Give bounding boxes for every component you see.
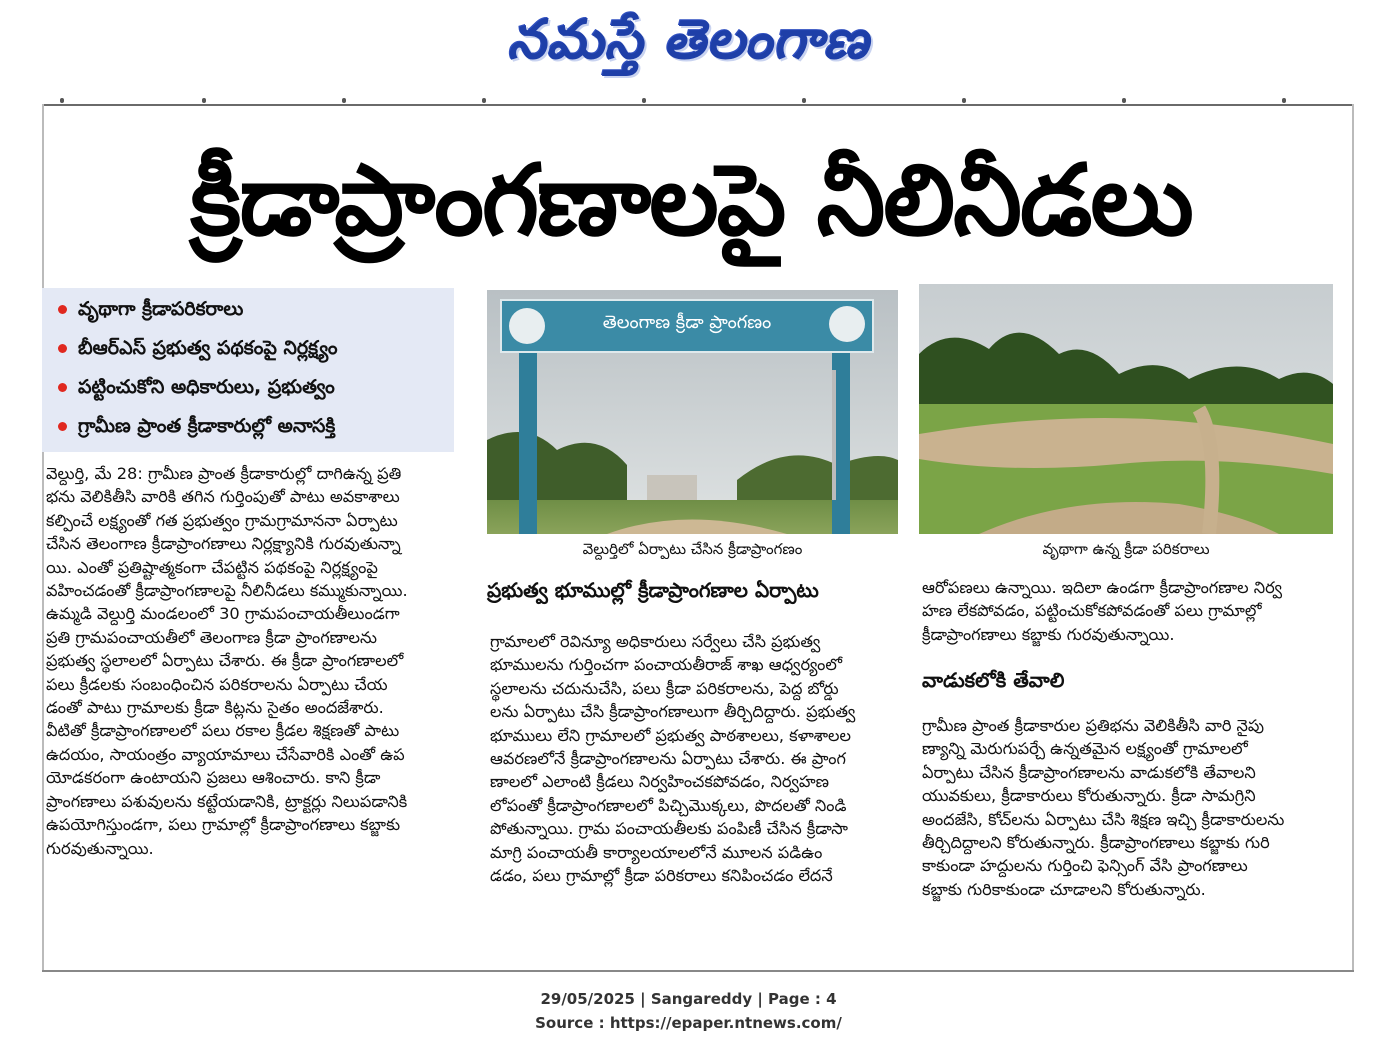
article-line: ఏర్పాటు చేసిన క్రీడాప్రాంగణాలను వాడుకలోకి తేవాలని <box>922 762 1256 782</box>
photo-caption-1: వెల్దుర్తిలో ఏర్పాటు చేసిన క్రీడాప్రాంగణం <box>582 540 803 558</box>
right-border <box>1352 104 1354 970</box>
article-line: యోడకరంగా ఉంటాయని ప్రజలు ఆశించారు. కాని క్రీడా <box>46 768 381 788</box>
article-line: డంతో పాటు గ్రామాలకు క్రీడా కిట్లను సైతం అందజేశారు. <box>46 698 384 718</box>
article-line: కల్పించే లక్ష్యంతో గత ప్రభుత్వం గ్రామగ్రామాననా ఏర్పాటు <box>46 510 398 530</box>
highlight-item <box>78 337 337 364</box>
article-line: డడం, పలు గ్రామాల్లో క్రీడా పరికరాలు కనిపించడం లేదనే <box>490 866 833 886</box>
masthead <box>0 2 1377 92</box>
article-column-2 <box>490 630 896 887</box>
article-line: ణ్యాన్ని మెరుగుపర్చే ఉన్నతమైన లక్ష్యంతో గ్రామాలలో <box>922 739 1248 759</box>
article-line: ప్రతి గ్రామపంచాయతీలో తెలంగాణ క్రీడా ప్రాంగణాలను <box>46 627 377 647</box>
bullet-dot-icon <box>58 344 67 353</box>
article-line: ఆరోపణలు ఉన్నాయి. ఇదిలా ఉండగా క్రీడాప్రాంగణాల నిర్వ <box>922 578 1283 597</box>
article-line: ఉమ్మడి వెల్దుర్తి మండలంలో 30 గ్రామపంచాయతీలుండగా <box>46 604 400 624</box>
article-column-1 <box>46 462 456 860</box>
gate-sign-text: తెలంగాణ క్రీడా ప్రాంగణం <box>602 312 772 333</box>
highlight-item <box>78 298 243 325</box>
bullet-dot-icon <box>58 422 67 431</box>
article-line: గ్రామాలలో రెవిన్యూ అధికారులు సర్వేలు చేసి ప్రభుత్వ <box>490 632 821 651</box>
highlight-item <box>78 415 335 442</box>
article-line: వహించడంతో క్రీడాప్రాంగణాలపై నీలినీడలు కమ్ముకున్నాయి. <box>46 581 408 601</box>
article-line: యువకులు, క్రీడాకారులు కోరుతున్నారు. క్రీడా సామగ్రిని <box>922 786 1256 806</box>
article-line: భను వెలికితీసి వారికి తగిన గుర్తింపుతో పాటు అవకాశాలు <box>46 487 400 507</box>
article-line: వీటితో క్రీడాప్రాంగణాలలో పలు రకాల క్రీడల శిక్షణతో పాటు <box>46 721 400 741</box>
article-line: వెల్దుర్తి, మే 28: గ్రామీణ ప్రాంత క్రీడాకారుల్లో దాగిఉన్న ప్రతి <box>46 464 402 483</box>
article-line: గ్రామీణ ప్రాంత క్రీడాకారుల ప్రతిభను వెలికితీసి వారి నైపు <box>922 716 1265 735</box>
article-line: కాకుండా హద్దులను గుర్తించి ఫెన్సింగ్ వేసి ప్రాంగణాలు <box>922 856 1248 876</box>
article-line: గురవుతున్నాయి. <box>46 838 154 858</box>
article-line: తీర్చిదిద్దాలని కోరుతున్నారు. క్రీడాప్రాంగణాలు కబ్జాకు గురి <box>922 833 1270 853</box>
article-column-3-top <box>922 576 1334 646</box>
article-line: భూములను గుర్తించగా పంచాయతీరాజ్ శాఖ ఆధ్వర్యంలో <box>490 655 842 675</box>
subhead-government-lands: ప్రభుత్వ భూముల్లో క్రీడాప్రాంగణాల ఏర్పాటు <box>487 578 819 602</box>
masthead-logo: నమస్తే తెలంగాణ <box>507 8 870 71</box>
highlight-text: పట్టించుకోని అధికారులు, ప్రభుత్వం <box>78 376 335 398</box>
article-line: యి. ఎంతో ప్రతిష్టాత్మకంగా చేపట్టిన పథకంపై నిర్లక్ష్యంపై <box>46 557 378 577</box>
article-line: స్థలాలను చదునుచేసి, పలు క్రీడా పరికరాలను, పెద్ద బోర్డు <box>490 678 839 698</box>
highlight-text: గ్రామీణ ప్రాంత క్రీడాకారుల్లో అనాసక్తి <box>78 415 336 437</box>
photo-caption-2: వృథాగా ఉన్న క్రీడా పరికరాలు <box>1042 540 1210 558</box>
article-line: పోతున్నాయి. గ్రామ పంచాయతీలకు పంపిణీ చేసిన క్రీడాసా <box>490 819 848 839</box>
article-line: ఉదయం, సాయంత్రం వ్యాయామాలు చేసేవారికి ఎంతో ఉప <box>46 744 405 764</box>
subhead-bring-into-use: వాడుకలోకి తేవాలి <box>922 668 1065 692</box>
highlight-text: బీఆర్ఎస్ ప్రభుత్వ పథకంపై నిర్లక్ష్యం <box>78 337 338 359</box>
article-column-3-bottom <box>922 714 1334 901</box>
article-line: హణ లేకపోవడం, పట్టించుకోకపోవడంతో పలు గ్రామాల్లో <box>922 601 1262 621</box>
article-line: పలు క్రీడలకు సంబంధించిన పరికరాలను ఏర్పాటు చేయ <box>46 674 388 694</box>
article-line: ప్రభుత్వ స్థలాలలో ఏర్పాటు చేశారు. ఈ క్రీడా ప్రాంగణాలలో <box>46 651 404 671</box>
article-line: ఉపయోగిస్తుండగా, పలు గ్రామాల్లో క్రీడాప్రాంగణాలు కబ్జాకు <box>46 815 401 835</box>
article-line: భూములు లేని గ్రామాలలో ప్రభుత్వ పాఠశాలలు, కళాశాలల <box>490 725 851 745</box>
photo-sports-ground-gate <box>487 290 898 534</box>
bullet-dot-icon <box>58 383 67 392</box>
article-line: ప్రాంగణాలు పశువులను కట్టేయడానికి, ట్రాక్టర్లు నిలుపడానికి <box>46 791 408 811</box>
highlight-item <box>78 376 335 403</box>
article-line: చేసిన తెలంగాణ క్రీడాప్రాంగణాలు నిర్లక్ష్యానికి గురవుతున్నా <box>46 534 401 554</box>
article-line: ణాలలో ఎలాంటి క్రీడలు నిర్వహించకపోవడం, నిర్వహణ <box>490 772 829 792</box>
headline: క్రీడాప్రాంగణాలపై నీలినీడలు <box>190 144 1192 258</box>
article-line: లోపంతో క్రీడాప్రాంగణాలలో పిచ్చిమొక్కలు, పొదలతో నిండి <box>490 795 847 815</box>
footer-source: Source : https://epaper.ntnews.com/ <box>535 1014 842 1032</box>
article-line: క్రీడాప్రాంగణాలు కబ్జాకు గురవుతున్నాయి. <box>922 624 1175 644</box>
article-line: కబ్జాకు గురికాకుండా చూడాలని కోరుతున్నారు. <box>922 879 1206 899</box>
article-line: లను ఏర్పాటు చేసి క్రీడాప్రాంగణాలుగా తీర్చిదిద్దారు. ప్రభుత్వ <box>490 702 856 722</box>
highlights-box <box>42 288 454 452</box>
highlight-text: వృథాగా క్రీడాపరికరాలు <box>78 298 244 320</box>
article-line: అందజేసి, కోచ్‌లను ఏర్పాటు చేసి శిక్షణ ఇచ్చి క్రీడాకారులను <box>922 809 1285 829</box>
bullet-dot-icon <box>58 305 67 314</box>
footer-date-edition: 29/05/2025 | Sangareddy | Page : 4 <box>540 990 837 1008</box>
article-line: మాగ్రి పంచాయతీ కార్యాలయాలలోనే మూలన పడిఉం <box>490 842 823 862</box>
left-border <box>42 104 44 970</box>
article-line: ఆవరణలోనే క్రీడాప్రాంగణాలను ఏర్పాటు చేశారు. ఈ ప్రాంగ <box>490 749 846 769</box>
bottom-rule <box>42 970 1354 972</box>
top-rule <box>42 104 1354 106</box>
photo-unused-equipment-field <box>919 284 1333 534</box>
